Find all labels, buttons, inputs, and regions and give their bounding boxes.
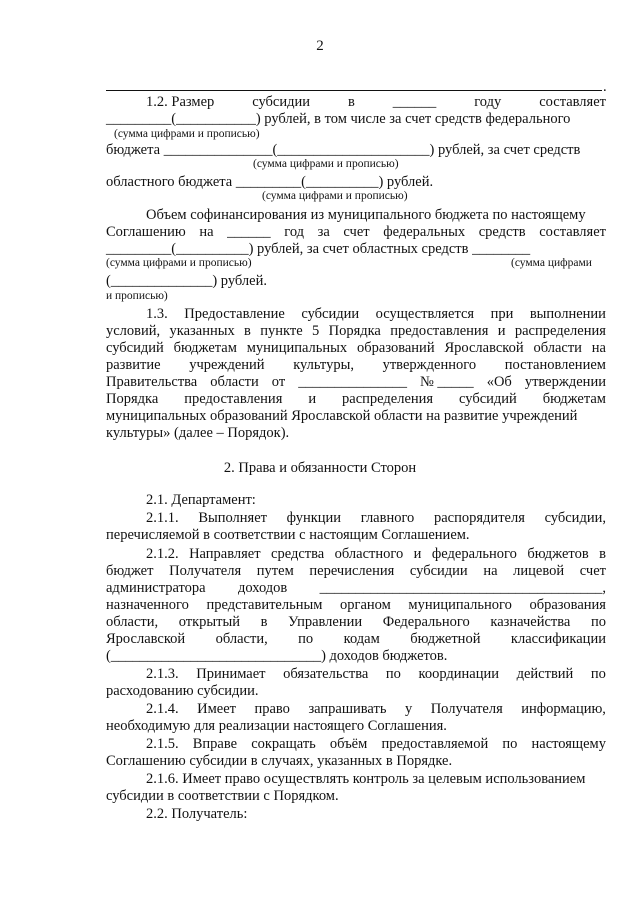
p214-line2: необходимую для реализации настоящего Соглашения.	[106, 718, 447, 734]
p212-line6: Ярославской области, по кодам бюджетной классификации	[106, 631, 606, 647]
p13-line4: развитие учреждений культуры, утвержденного постановлением	[106, 357, 606, 373]
p13-line5: Правительства области от _______________ № _____ «Об утверждении	[106, 374, 606, 390]
p12-line3: бюджета _______________(_____________________) рублей, за счет средств	[106, 142, 581, 158]
p216-line1: 2.1.6. Имеет право осуществлять контроль за целевым использованием	[146, 771, 586, 787]
cofin-note-right: (сумма цифрами	[511, 257, 592, 269]
p12-note2: (сумма цифрами и прописью)	[253, 158, 399, 170]
section2-heading: 2. Права и обязанности Сторон	[223, 460, 417, 476]
p13-line1: 1.3. Предоставление субсидии осуществляется при выполнении	[146, 306, 606, 322]
p13-line8: культуры» (далее – Порядок).	[106, 425, 290, 441]
p212-line7: (_____________________________) доходов бюджетов.	[106, 648, 448, 664]
page-number: 2	[316, 38, 324, 54]
p12-note3: (сумма цифрами и прописью)	[262, 190, 408, 202]
p213-line2: расходованию субсидии.	[106, 683, 259, 699]
top-line-end: .	[603, 79, 607, 95]
p215-line2: Соглашению субсидии в случаях, указанных в Порядке.	[106, 753, 453, 769]
p212-line3: администратора доходов _______________________________________,	[106, 580, 606, 596]
p13-line2: условий, указанных в пункте 5 Порядка предоставления и распределения	[106, 323, 606, 339]
cofin-line4: (______________) рублей.	[106, 273, 267, 289]
p22: 2.2. Получатель:	[146, 806, 248, 822]
p211-line2: перечисляемой в соответствии с настоящим Соглашением.	[106, 527, 470, 543]
cofin-line3: _________(__________) рублей, за счет областных средств ________	[106, 241, 531, 257]
p13-line3: субсидий бюджетам муниципальных образований Ярославской области на	[106, 340, 606, 356]
p213-line1: 2.1.3. Принимает обязательства по координации действий по	[146, 666, 606, 682]
p211-line1: 2.1.1. Выполняет функции главного распорядителя субсидии,	[146, 510, 606, 526]
p13-line7: муниципальных образований Ярославской области на развитие учреждений	[106, 408, 578, 424]
p13-line6: Порядка предоставления и распределения субсидий бюджетам	[106, 391, 606, 407]
p12-line2: _________(___________) рублей, в том числе за счет средств федерального	[106, 111, 571, 127]
p216-line2: субсидии в соответствии с Порядком.	[106, 788, 339, 804]
p12-note1: (сумма цифрами и прописью)	[114, 128, 260, 140]
p212-line2: бюджет Получателя путем перечисления субсидии на лицевой счет	[106, 563, 606, 579]
p212-line4: назначенного представительным органом муниципального образования	[106, 597, 606, 613]
cofin-line1: Объем софинансирования из муниципального бюджета по настоящему	[146, 207, 586, 223]
p12-line1: 1.2. Размер субсидии в ______ году составляет	[146, 94, 606, 110]
cofin-line2: Соглашению на ______ год за счет федеральных средств составляет	[106, 224, 606, 240]
p12-line4: областного бюджета _________(__________) рублей.	[106, 174, 434, 190]
cofin-note-end: и прописью)	[106, 290, 168, 302]
p215-line1: 2.1.5. Вправе сокращать объём предоставляемой по настоящему	[146, 736, 606, 752]
p21: 2.1. Департамент:	[146, 492, 256, 508]
p212-line5: области, открытый в Управлении Федерального казначейства по	[106, 614, 606, 630]
p214-line1: 2.1.4. Имеет право запрашивать у Получателя информацию,	[146, 701, 606, 717]
cofin-note-left: (сумма цифрами и прописью)	[106, 257, 252, 269]
p212-line1: 2.1.2. Направляет средства областного и федерального бюджетов в	[146, 546, 606, 562]
top-blank-line	[106, 90, 602, 91]
